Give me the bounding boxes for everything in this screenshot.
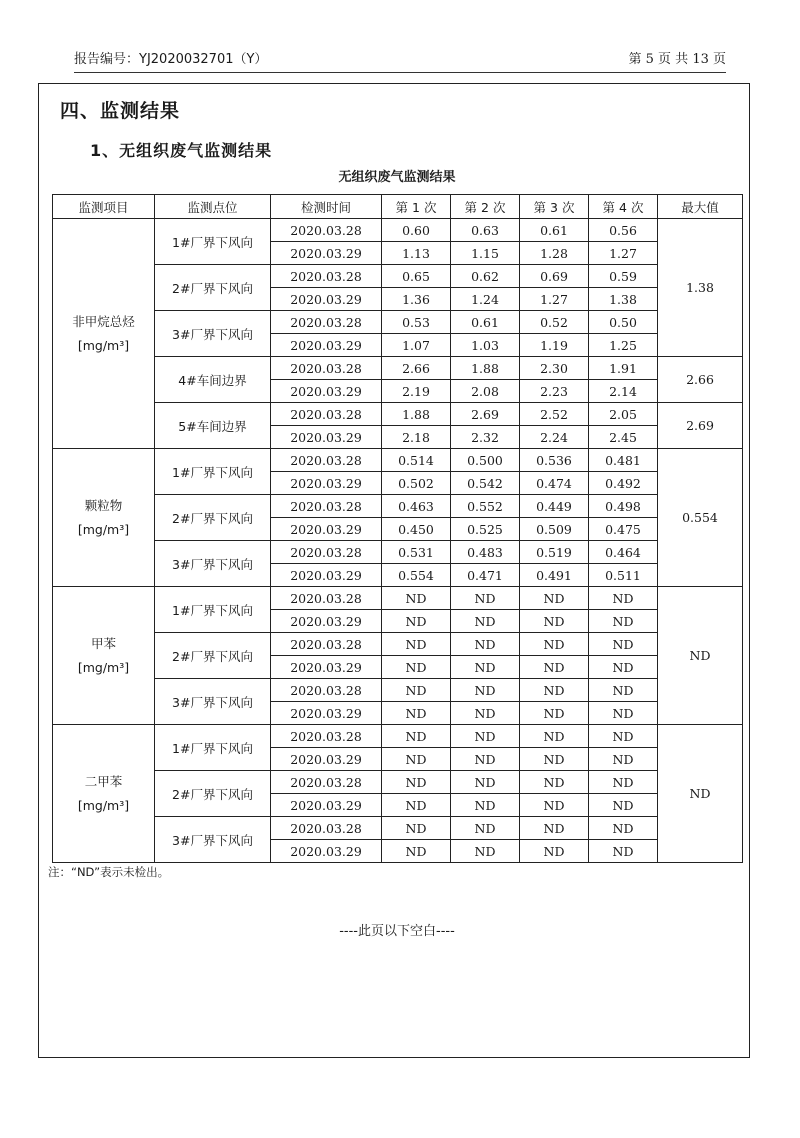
point-cell: 2#厂界下风向 — [155, 495, 271, 541]
run-2-cell: ND — [451, 610, 520, 633]
run-2-cell: 0.62 — [451, 265, 520, 288]
run-3-cell: 1.28 — [520, 242, 589, 265]
time-cell: 2020.03.29 — [271, 288, 382, 311]
time-cell: 2020.03.29 — [271, 242, 382, 265]
param-unit: [mg/m³] — [77, 337, 130, 353]
run-2-cell: ND — [451, 679, 520, 702]
run-4-cell: 1.91 — [589, 357, 658, 380]
run-1-cell: 0.514 — [382, 449, 451, 472]
run-4-cell: ND — [589, 610, 658, 633]
run-1-cell: 0.502 — [382, 472, 451, 495]
table-row — [53, 633, 743, 656]
point-cell: 2#厂界下风向 — [155, 771, 271, 817]
point-cell: 3#厂界下风向 — [155, 679, 271, 725]
table-body — [53, 219, 743, 863]
run-4-cell: 1.38 — [589, 288, 658, 311]
run-3-cell: 1.19 — [520, 334, 589, 357]
col-header-point: 监测点位 — [155, 195, 271, 219]
results-table — [52, 194, 743, 863]
max-cell: 1.38 — [658, 219, 743, 357]
time-cell: 2020.03.29 — [271, 794, 382, 817]
time-cell: 2020.03.29 — [271, 748, 382, 771]
col-header-run-3: 第 3 次 — [520, 195, 589, 219]
col-header-max: 最大值 — [658, 195, 743, 219]
max-cell: 0.554 — [658, 449, 743, 587]
time-cell: 2020.03.28 — [271, 219, 382, 242]
table-row — [53, 817, 743, 840]
run-2-cell: ND — [451, 771, 520, 794]
time-cell: 2020.03.28 — [271, 403, 382, 426]
param-unit: [mg/m³] — [77, 521, 130, 537]
run-4-cell: 0.481 — [589, 449, 658, 472]
run-1-cell: 0.463 — [382, 495, 451, 518]
run-3-cell: ND — [520, 840, 589, 863]
run-2-cell: ND — [451, 794, 520, 817]
run-3-cell: 0.449 — [520, 495, 589, 518]
param-cell — [53, 587, 155, 725]
table-header-row — [53, 195, 743, 219]
run-2-cell: 0.552 — [451, 495, 520, 518]
point-cell: 5#车间边界 — [155, 403, 271, 449]
run-4-cell: 0.498 — [589, 495, 658, 518]
run-1-cell: ND — [382, 610, 451, 633]
param-name: 二甲苯 — [84, 773, 123, 789]
run-4-cell: ND — [589, 771, 658, 794]
run-3-cell: ND — [520, 610, 589, 633]
max-cell: 2.66 — [658, 357, 743, 403]
run-1-cell: 2.18 — [382, 426, 451, 449]
run-4-cell: ND — [589, 702, 658, 725]
run-4-cell: ND — [589, 817, 658, 840]
run-4-cell: ND — [589, 633, 658, 656]
run-1-cell: 1.36 — [382, 288, 451, 311]
table-row — [53, 541, 743, 564]
run-1-cell: ND — [382, 840, 451, 863]
time-cell: 2020.03.28 — [271, 679, 382, 702]
run-2-cell: 2.69 — [451, 403, 520, 426]
run-2-cell: 1.03 — [451, 334, 520, 357]
run-1-cell: ND — [382, 725, 451, 748]
run-1-cell: 0.53 — [382, 311, 451, 334]
run-2-cell: 1.24 — [451, 288, 520, 311]
run-1-cell: ND — [382, 633, 451, 656]
run-1-cell: ND — [382, 817, 451, 840]
col-header-run-1: 第 1 次 — [382, 195, 451, 219]
run-1-cell: 0.531 — [382, 541, 451, 564]
run-4-cell: 0.492 — [589, 472, 658, 495]
run-4-cell: 2.14 — [589, 380, 658, 403]
time-cell: 2020.03.28 — [271, 449, 382, 472]
max-cell: ND — [658, 725, 743, 863]
table-row — [53, 403, 743, 426]
run-4-cell: 0.511 — [589, 564, 658, 587]
point-cell: 2#厂界下风向 — [155, 265, 271, 311]
run-1-cell: 0.65 — [382, 265, 451, 288]
table-row — [53, 357, 743, 380]
time-cell: 2020.03.28 — [271, 541, 382, 564]
run-4-cell: 2.05 — [589, 403, 658, 426]
page-number: 第 5 页 共 13 页 — [628, 52, 726, 67]
run-1-cell: 2.66 — [382, 357, 451, 380]
run-2-cell: 0.61 — [451, 311, 520, 334]
run-2-cell: ND — [451, 748, 520, 771]
table-row — [53, 679, 743, 702]
run-1-cell: ND — [382, 794, 451, 817]
run-4-cell: 0.464 — [589, 541, 658, 564]
run-3-cell: ND — [520, 679, 589, 702]
run-3-cell: ND — [520, 656, 589, 679]
run-4-cell: 1.27 — [589, 242, 658, 265]
time-cell: 2020.03.28 — [271, 633, 382, 656]
run-4-cell: 0.475 — [589, 518, 658, 541]
time-cell: 2020.03.28 — [271, 265, 382, 288]
run-4-cell: ND — [589, 656, 658, 679]
point-cell: 1#厂界下风向 — [155, 725, 271, 771]
run-2-cell: ND — [451, 725, 520, 748]
footnote: 注：“ND”表示未检出。 — [48, 865, 170, 879]
run-3-cell: ND — [520, 725, 589, 748]
time-cell: 2020.03.29 — [271, 472, 382, 495]
time-cell: 2020.03.29 — [271, 656, 382, 679]
run-1-cell: ND — [382, 771, 451, 794]
max-cell: 2.69 — [658, 403, 743, 449]
run-3-cell: ND — [520, 771, 589, 794]
run-4-cell: 2.45 — [589, 426, 658, 449]
param-unit: [mg/m³] — [77, 797, 130, 813]
time-cell: 2020.03.29 — [271, 564, 382, 587]
param-name: 颗粒物 — [84, 497, 123, 513]
run-2-cell: 0.471 — [451, 564, 520, 587]
run-1-cell: 0.450 — [382, 518, 451, 541]
run-4-cell: ND — [589, 840, 658, 863]
run-2-cell: 0.500 — [451, 449, 520, 472]
point-cell: 2#厂界下风向 — [155, 633, 271, 679]
run-4-cell: 0.56 — [589, 219, 658, 242]
run-2-cell: 0.483 — [451, 541, 520, 564]
point-cell: 1#厂界下风向 — [155, 587, 271, 633]
point-cell: 3#厂界下风向 — [155, 541, 271, 587]
table-row — [53, 771, 743, 794]
header-rule — [74, 72, 726, 73]
table-row — [53, 219, 743, 242]
time-cell: 2020.03.28 — [271, 725, 382, 748]
page-header — [74, 46, 726, 68]
run-4-cell: ND — [589, 679, 658, 702]
param-cell — [53, 449, 155, 587]
report-number: 报告编号：YJ2020032701（Y） — [74, 52, 268, 67]
run-1-cell: ND — [382, 748, 451, 771]
blank-notice: ----此页以下空白---- — [339, 924, 455, 939]
run-1-cell: 1.88 — [382, 403, 451, 426]
run-4-cell: 0.59 — [589, 265, 658, 288]
run-2-cell: ND — [451, 656, 520, 679]
table-caption: 无组织废气监测结果 — [338, 170, 456, 185]
time-cell: 2020.03.29 — [271, 426, 382, 449]
run-1-cell: ND — [382, 587, 451, 610]
run-2-cell: ND — [451, 587, 520, 610]
run-3-cell: ND — [520, 794, 589, 817]
table-row — [53, 725, 743, 748]
time-cell: 2020.03.29 — [271, 840, 382, 863]
run-1-cell: 0.554 — [382, 564, 451, 587]
run-2-cell: 2.08 — [451, 380, 520, 403]
param-name: 甲苯 — [90, 635, 116, 651]
param-name: 非甲烷总烃 — [72, 313, 135, 329]
run-1-cell: ND — [382, 656, 451, 679]
table-row — [53, 449, 743, 472]
run-3-cell: 0.52 — [520, 311, 589, 334]
time-cell: 2020.03.29 — [271, 380, 382, 403]
run-3-cell: 2.23 — [520, 380, 589, 403]
subsection-title: 1、无组织废气监测结果 — [90, 141, 273, 160]
time-cell: 2020.03.28 — [271, 495, 382, 518]
time-cell: 2020.03.29 — [271, 518, 382, 541]
run-3-cell: 0.509 — [520, 518, 589, 541]
run-1-cell: 1.13 — [382, 242, 451, 265]
run-2-cell: ND — [451, 633, 520, 656]
run-1-cell: 0.60 — [382, 219, 451, 242]
run-3-cell: 0.61 — [520, 219, 589, 242]
col-header-item: 监测项目 — [53, 195, 155, 219]
run-2-cell: 0.525 — [451, 518, 520, 541]
run-1-cell: 1.07 — [382, 334, 451, 357]
time-cell: 2020.03.28 — [271, 817, 382, 840]
run-3-cell: 0.519 — [520, 541, 589, 564]
run-3-cell: ND — [520, 817, 589, 840]
table-row — [53, 265, 743, 288]
run-1-cell: ND — [382, 679, 451, 702]
table-row — [53, 311, 743, 334]
time-cell: 2020.03.28 — [271, 311, 382, 334]
run-3-cell: ND — [520, 748, 589, 771]
run-3-cell: 2.52 — [520, 403, 589, 426]
table-row — [53, 587, 743, 610]
time-cell: 2020.03.28 — [271, 587, 382, 610]
run-2-cell: 1.15 — [451, 242, 520, 265]
run-3-cell: 0.474 — [520, 472, 589, 495]
point-cell: 1#厂界下风向 — [155, 219, 271, 265]
time-cell: 2020.03.29 — [271, 702, 382, 725]
run-4-cell: ND — [589, 587, 658, 610]
run-2-cell: 1.88 — [451, 357, 520, 380]
run-3-cell: ND — [520, 587, 589, 610]
param-cell — [53, 219, 155, 449]
run-2-cell: 0.542 — [451, 472, 520, 495]
run-4-cell: 0.50 — [589, 311, 658, 334]
point-cell: 4#车间边界 — [155, 357, 271, 403]
col-header-run-2: 第 2 次 — [451, 195, 520, 219]
param-unit: [mg/m³] — [77, 659, 130, 675]
point-cell: 3#厂界下风向 — [155, 311, 271, 357]
table-row — [53, 495, 743, 518]
time-cell: 2020.03.29 — [271, 610, 382, 633]
run-3-cell: 1.27 — [520, 288, 589, 311]
run-1-cell: 2.19 — [382, 380, 451, 403]
run-2-cell: ND — [451, 817, 520, 840]
run-4-cell: ND — [589, 748, 658, 771]
run-2-cell: ND — [451, 840, 520, 863]
point-cell: 3#厂界下风向 — [155, 817, 271, 863]
run-3-cell: ND — [520, 702, 589, 725]
run-3-cell: 0.536 — [520, 449, 589, 472]
time-cell: 2020.03.28 — [271, 357, 382, 380]
run-1-cell: ND — [382, 702, 451, 725]
run-4-cell: ND — [589, 794, 658, 817]
run-3-cell: 2.24 — [520, 426, 589, 449]
point-cell: 1#厂界下风向 — [155, 449, 271, 495]
run-3-cell: 0.491 — [520, 564, 589, 587]
run-3-cell: 0.69 — [520, 265, 589, 288]
col-header-run-4: 第 4 次 — [589, 195, 658, 219]
run-2-cell: ND — [451, 702, 520, 725]
run-3-cell: ND — [520, 633, 589, 656]
section-title: 四、监测结果 — [60, 100, 181, 122]
col-header-time: 检测时间 — [271, 195, 382, 219]
run-4-cell: 1.25 — [589, 334, 658, 357]
max-cell: ND — [658, 587, 743, 725]
run-3-cell: 2.30 — [520, 357, 589, 380]
param-cell — [53, 725, 155, 863]
run-2-cell: 2.32 — [451, 426, 520, 449]
time-cell: 2020.03.29 — [271, 334, 382, 357]
time-cell: 2020.03.28 — [271, 771, 382, 794]
run-2-cell: 0.63 — [451, 219, 520, 242]
run-4-cell: ND — [589, 725, 658, 748]
